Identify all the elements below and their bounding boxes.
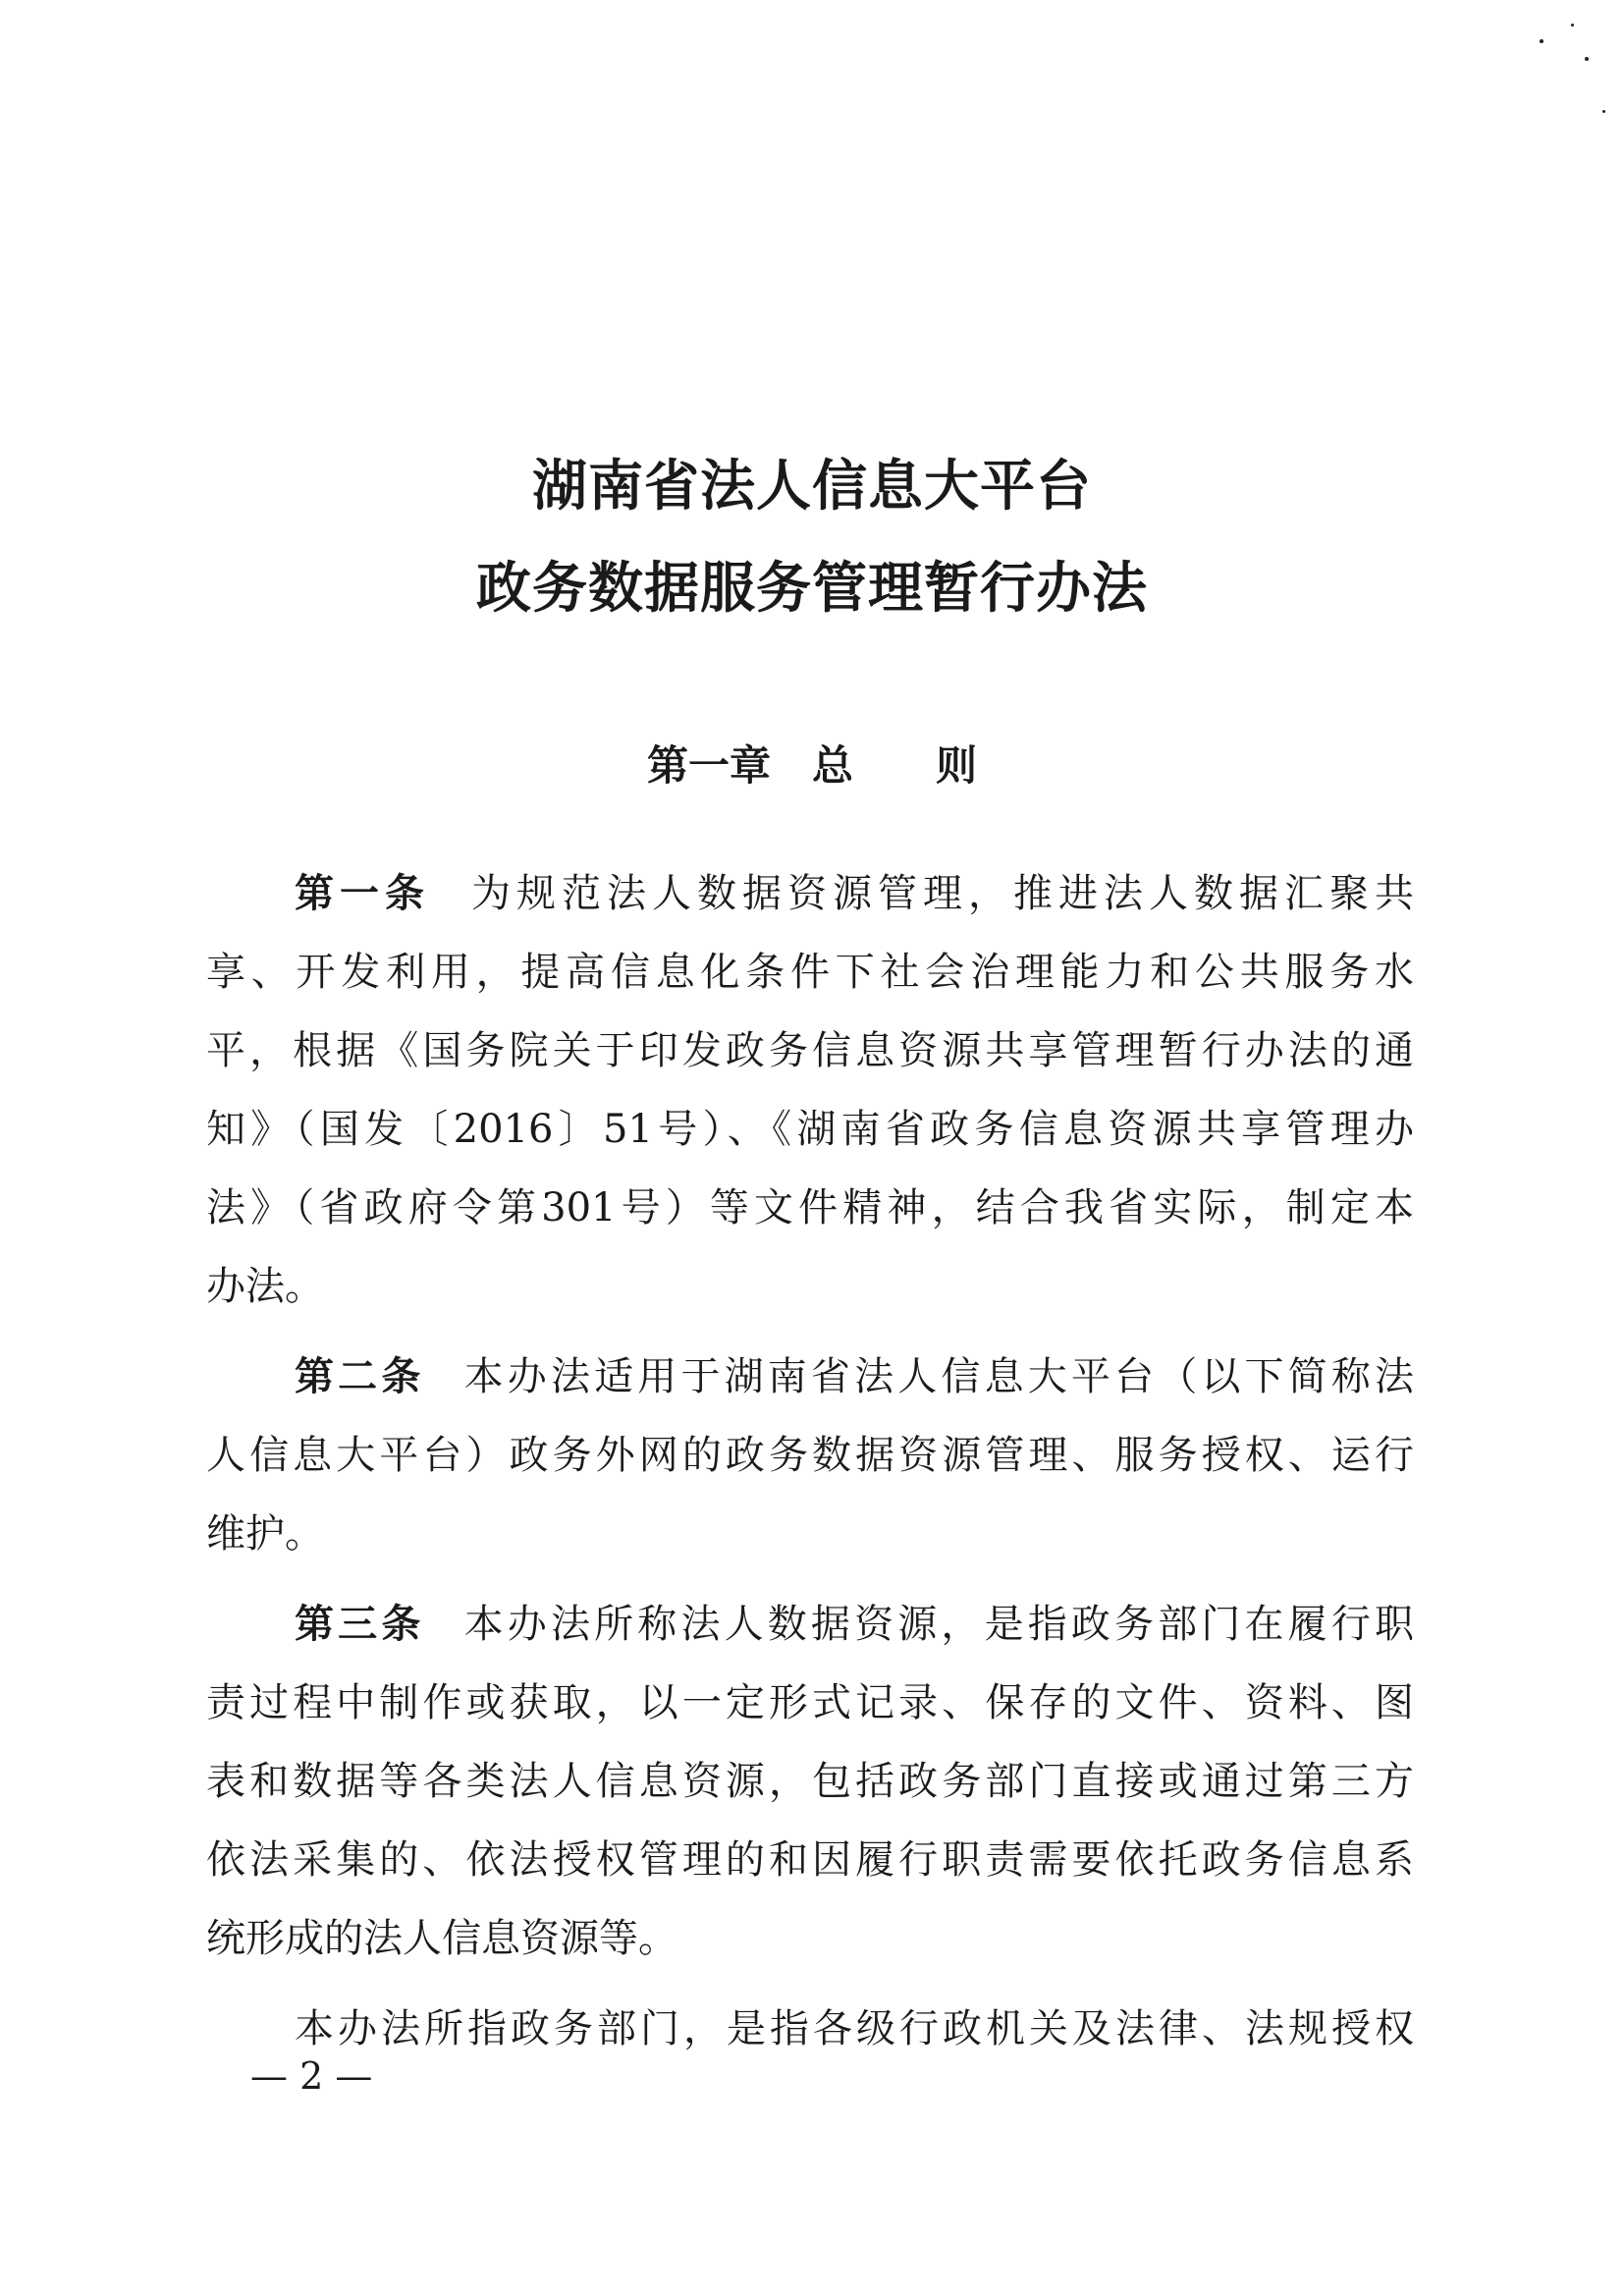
article-2-text-line: 维护。 (206, 1511, 324, 1557)
article-2-first-line (295, 1349, 1414, 1404)
article-3-first-line (295, 1597, 1414, 1652)
article-1-text-line: 知》（国发〔2016〕51号）、《湖南省政务信息资源共享管理办 (206, 1107, 1414, 1152)
article-1-label: 第一条 (295, 871, 430, 916)
scan-speck-icon (1602, 110, 1605, 113)
article-3-text-line: 依法采集的、依法授权管理的和因履行职责需要依托政务信息系 (206, 1837, 1414, 1883)
article-2-text-line: 人信息大平台）政务外网的政务数据资源管理、服务授权、运行 (206, 1433, 1414, 1478)
article-1-first-line (295, 866, 1414, 921)
article-1-text-line: 法》（省政府令第301号）等文件精神，结合我省实际，制定本 (206, 1185, 1414, 1230)
article-2-text-line: 本办法适用于湖南省法人信息大平台（以下简称法 (460, 1354, 1415, 1399)
article-2-label: 第二条 (295, 1354, 425, 1399)
paragraph-continuation: 本办法所指政务部门，是指各级行政机关及法律、法规授权 (295, 2006, 1414, 2051)
article-1-text-line: 享、开发利用，提高信息化条件下社会治理能力和公共服务水 (206, 950, 1414, 995)
article-1-text-line: 平，根据《国务院关于印发政务信息资源共享管理暂行办法的通 (206, 1028, 1414, 1073)
article-3-text-line: 表和数据等各类法人信息资源，包括政务部门直接或通过第三方 (206, 1759, 1414, 1804)
article-3-text-line: 统形成的法人信息资源等。 (206, 1916, 677, 1961)
chapter-heading: 第一章 总 则 (646, 741, 977, 790)
page-number: — 2 — (250, 2054, 373, 2098)
scan-speck-icon (1585, 57, 1589, 61)
document-title-line-2: 政务数据服务管理暂行办法 (476, 557, 1148, 621)
article-1-text-line: 办法。 (206, 1264, 324, 1309)
scan-speck-icon (1571, 24, 1574, 27)
article-3-text-line: 本办法所称法人数据资源，是指政务部门在履行职 (460, 1602, 1415, 1647)
article-1-text-line: 为规范法人数据资源管理，推进法人数据汇聚共 (465, 871, 1414, 916)
article-3-label: 第三条 (295, 1602, 425, 1647)
article-3-text-line: 责过程中制作或获取，以一定形式记录、保存的文件、资料、图 (206, 1680, 1414, 1725)
document-title-line-1: 湖南省法人信息大平台 (532, 455, 1092, 519)
scan-speck-icon (1540, 39, 1543, 43)
